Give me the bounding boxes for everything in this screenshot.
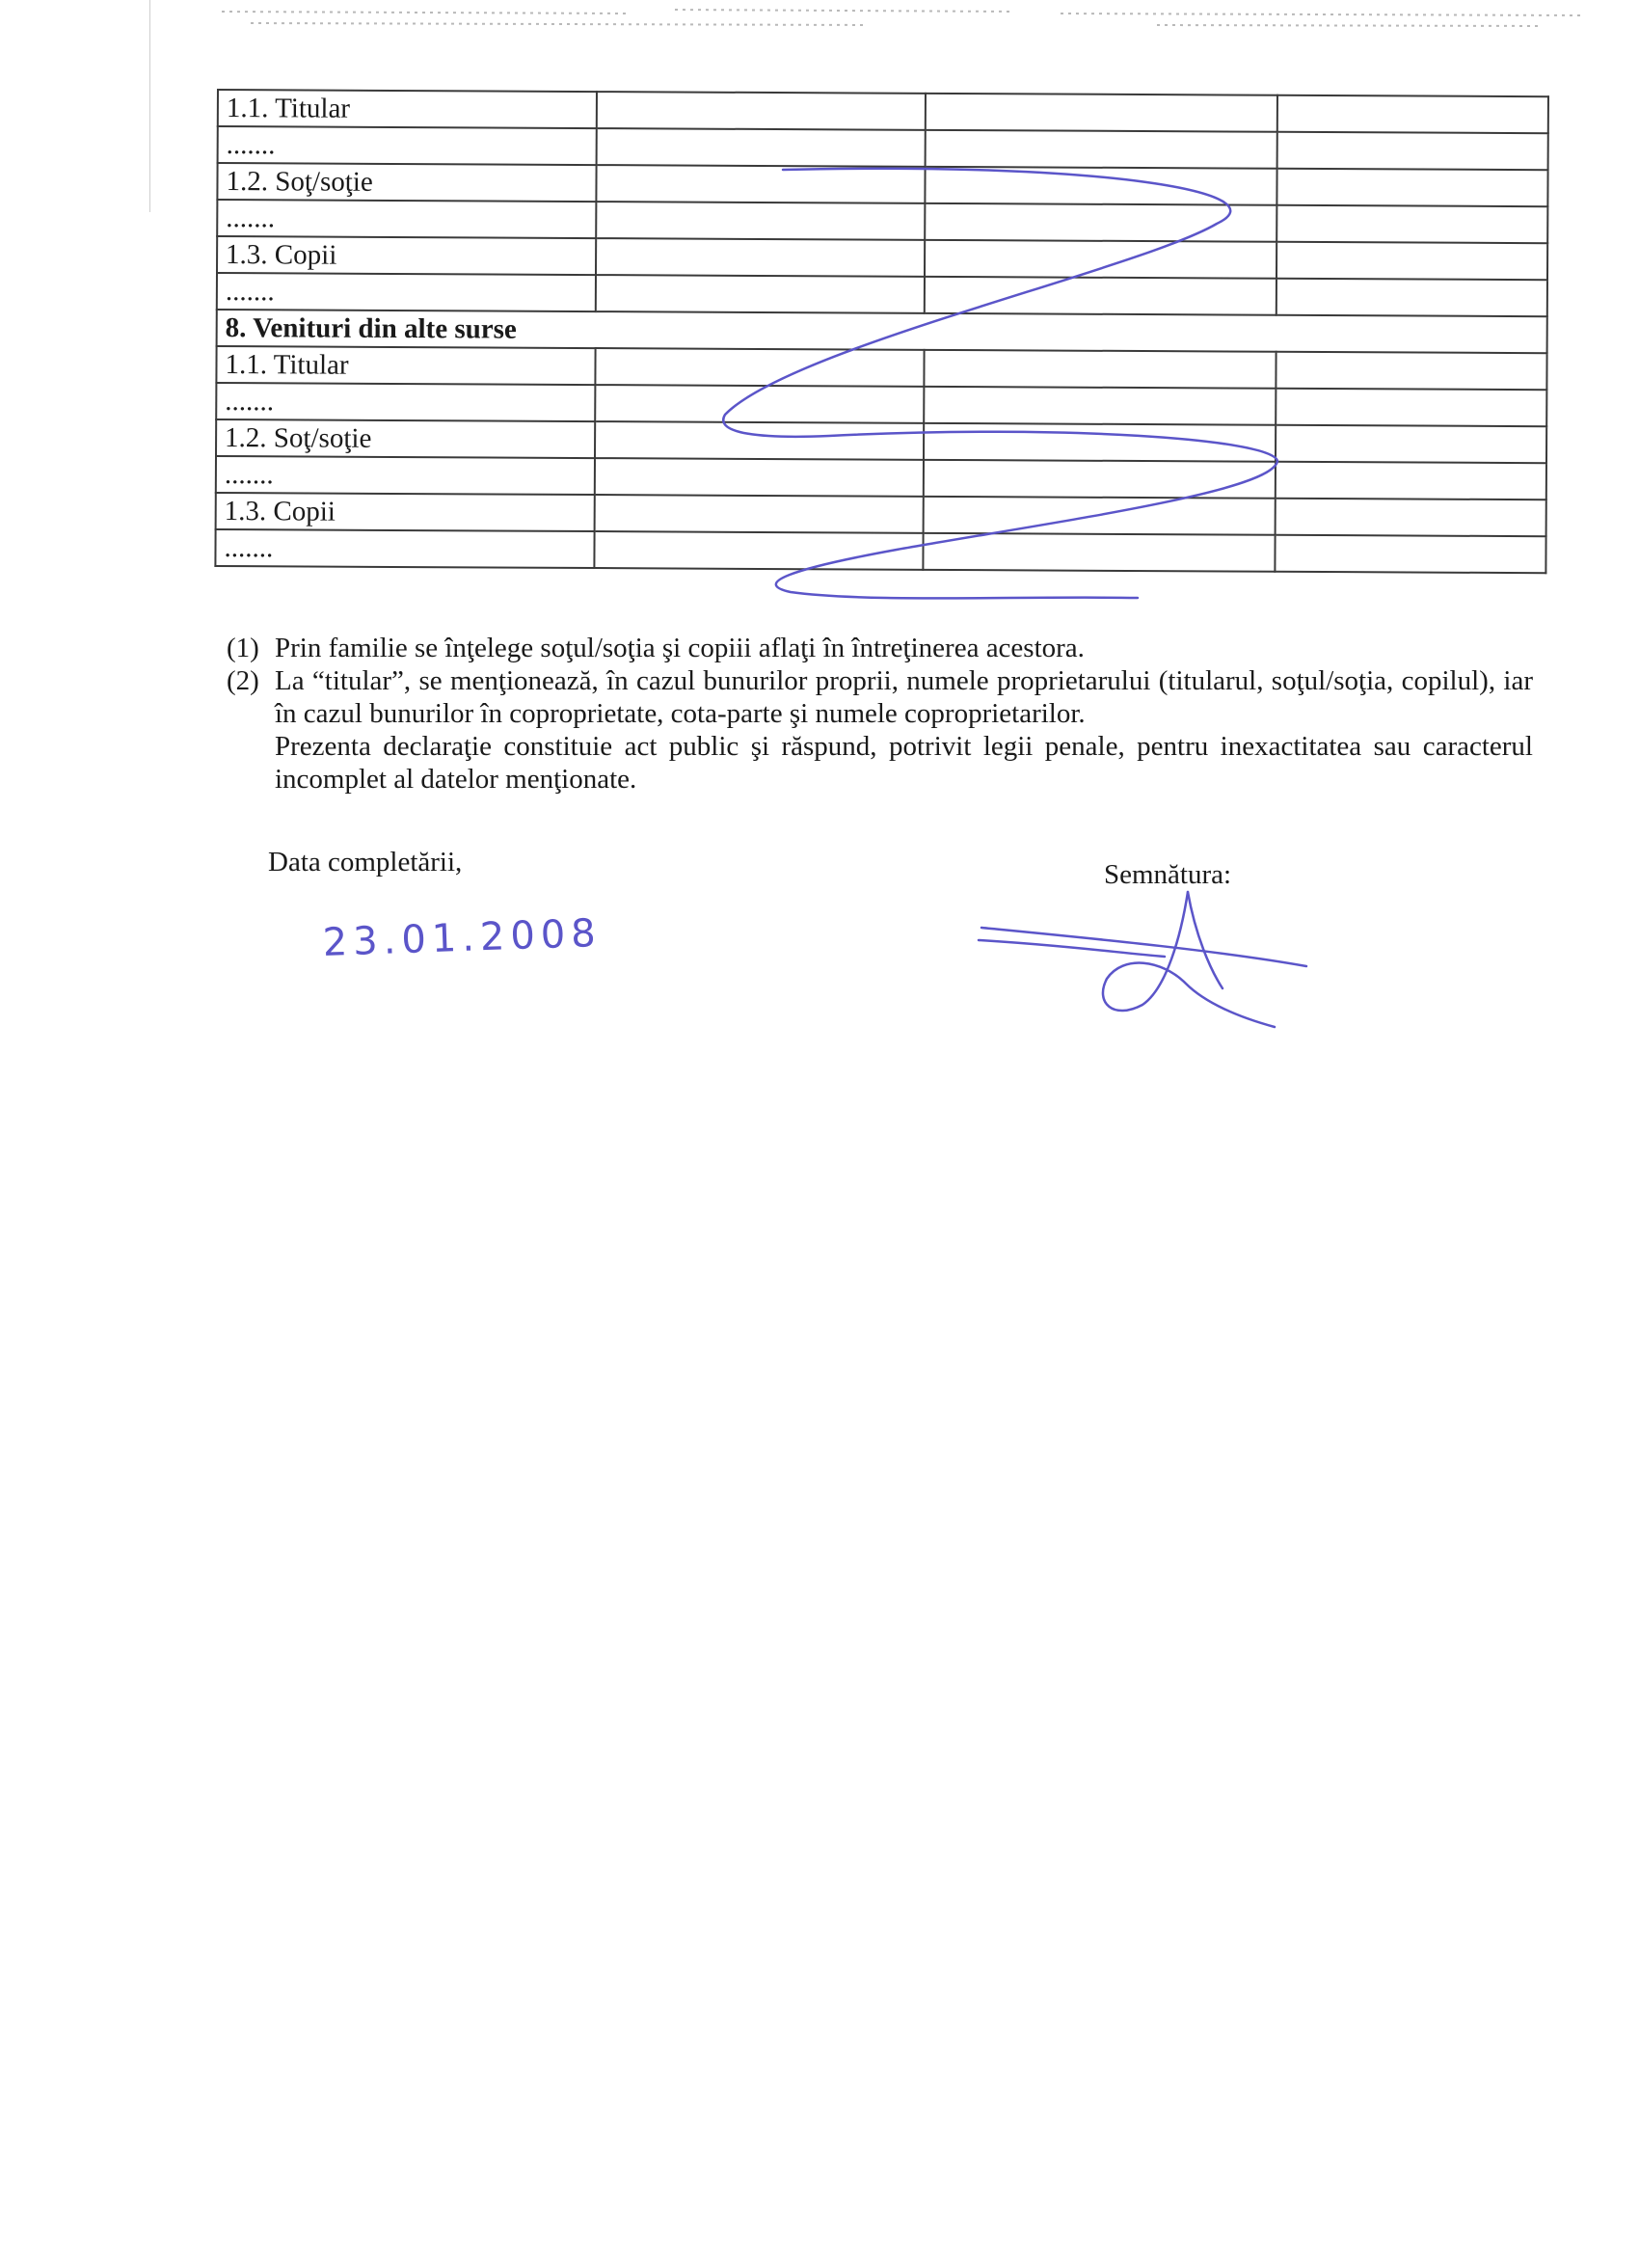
- table-cell: [1276, 205, 1547, 243]
- footnote-number: (1): [227, 633, 259, 663]
- table-cell: [1276, 279, 1547, 316]
- table-cell: [1276, 242, 1547, 280]
- scan-left-margin-mark: [149, 0, 150, 212]
- table-cell: [1275, 535, 1545, 573]
- row-label: .......: [216, 383, 595, 421]
- footnotes: [227, 632, 1533, 796]
- table-cell: [924, 423, 1276, 462]
- income-table: [214, 89, 1549, 574]
- table-cell: [1276, 499, 1546, 536]
- table-cell: [597, 128, 926, 167]
- footnote-number: (2): [227, 665, 259, 696]
- row-label: 1.1. Titular: [218, 90, 597, 128]
- scan-top-edge-noise: [0, 0, 1639, 39]
- signature-label: Semnătura:: [1104, 859, 1232, 890]
- row-label: .......: [216, 456, 595, 495]
- table-cell: [925, 240, 1276, 279]
- table-cell: [595, 421, 924, 460]
- table-cell: [1276, 169, 1547, 206]
- footnote: [227, 664, 1533, 730]
- table-cell: [925, 203, 1276, 242]
- table-cell: [1277, 95, 1548, 133]
- table-cell: [595, 458, 924, 497]
- table-cell: [1276, 425, 1546, 463]
- table-cell: [924, 350, 1276, 389]
- row-label: .......: [217, 200, 596, 238]
- table-cell: [596, 202, 925, 240]
- table-cell: [926, 94, 1277, 132]
- table-row: [215, 529, 1545, 573]
- table-cell: [925, 167, 1276, 205]
- section-title: 8. Venituri din alte surse: [217, 310, 1547, 353]
- footnote: [227, 632, 1533, 664]
- table-cell: [596, 275, 925, 313]
- table-cell: [924, 460, 1276, 499]
- table-cell: [595, 495, 924, 533]
- table-cell: [595, 385, 924, 423]
- row-label: .......: [218, 126, 597, 165]
- handwritten-signature: [979, 892, 1306, 1027]
- table-cell: [594, 531, 923, 570]
- row-label: 1.3. Copii: [216, 493, 595, 531]
- footnote-text: La “titular”, se menţionează, în cazul bunurilor proprii, numele proprietarului (titularul, soţul/soţia, copilul), iar în cazul bunurilor în coproprietate, cota-parte şi numele coproprietarilor.: [275, 665, 1533, 729]
- table-cell: [925, 277, 1276, 315]
- table-cell: [596, 238, 925, 277]
- table-cell: [924, 387, 1276, 425]
- row-label: 1.1. Titular: [216, 346, 595, 385]
- table-cell: [597, 92, 926, 130]
- table-cell: [924, 497, 1276, 535]
- table-cell: [596, 165, 925, 203]
- date-label: Data completării,: [268, 847, 463, 878]
- row-label: 1.3. Copii: [217, 236, 596, 275]
- declaration-text: Prezenta declaraţie constituie act public şi răspund, potrivit legii penale, pentru inexactitatea sau caracterul incomplet al datelor menţionate.: [275, 731, 1533, 795]
- table-cell: [1276, 352, 1546, 390]
- row-label: 1.2. Soţ/soţie: [216, 419, 595, 458]
- table-cell: [1276, 389, 1546, 426]
- table-cell: [595, 348, 924, 387]
- table-cell: [923, 533, 1275, 572]
- row-label: .......: [217, 273, 596, 311]
- table-cell: [926, 130, 1277, 169]
- table-cell: [1276, 462, 1546, 500]
- row-label: 1.2. Soţ/soţie: [217, 163, 596, 202]
- footnote-text: Prin familie se înţelege soţul/soţia şi copiii aflaţi în întreţinerea acestora.: [275, 633, 1085, 663]
- row-label: .......: [215, 529, 594, 568]
- handwritten-date: 23.01.2008: [322, 910, 603, 965]
- table-cell: [1277, 132, 1548, 170]
